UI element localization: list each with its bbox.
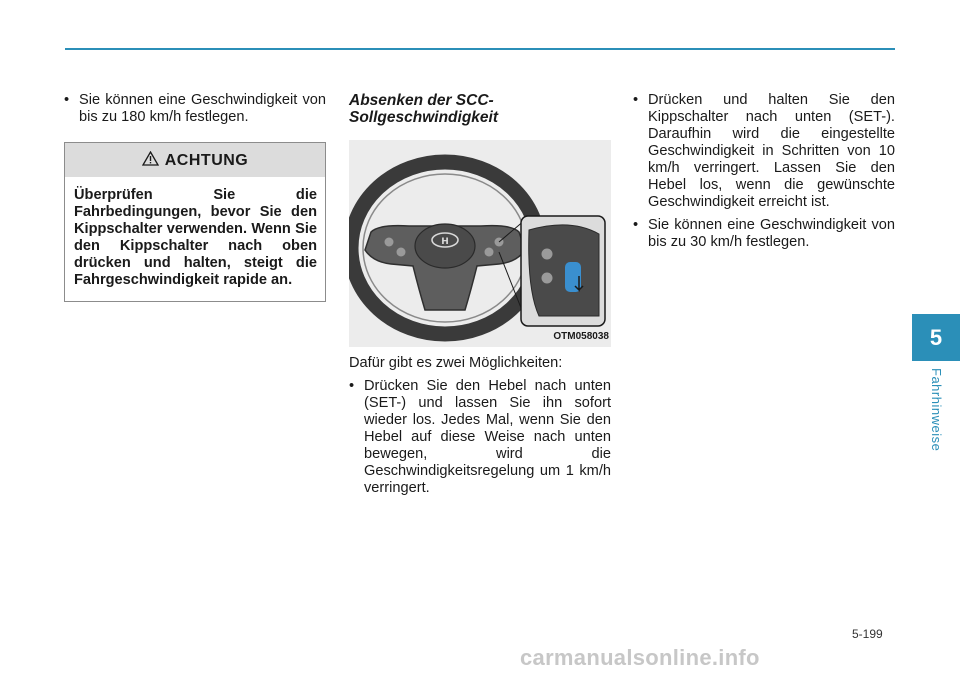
figure-code: OTM058038: [553, 331, 609, 342]
list-item: • Drücken Sie den Hebel nach unten (SET-) und lassen Sie ihn sofort wieder los. Jedes Mal, wenn Sie den Hebel auf diese Weise nach unten bewegen, wird die Geschwindigkeitsregelung um 1 km/h verringert.: [349, 378, 611, 497]
warning-triangle-icon: [142, 151, 159, 170]
warning-text: Überprüfen Sie die Fahrbedingungen, bevor Sie den Kippschalter verwenden. Wenn Sie den Kippschalter nach oben drücken und halten, steigt die Fahrgeschwindigkeit rapide an.: [74, 187, 317, 288]
warning-title: ACHTUNG: [164, 151, 249, 169]
watermark: carmanualsonline.info: [520, 645, 760, 670]
left-column: [64, 92, 326, 302]
steering-wheel-illustration: [349, 140, 611, 347]
top-rule: [65, 48, 895, 50]
list-item: • Drücken und halten Sie den Kippschalter nach unten (SET-). Daraufhin wird die eingestellte Geschwindigkeit in Schritten von 10 km/h verringert. Lassen Sie den Hebel los, wenn die gewünschte Geschwindigkeit erreicht ist.: [633, 92, 895, 211]
list-item: • Sie können eine Geschwindigkeit von bis zu 30 km/h festlegen.: [633, 217, 895, 251]
steering-wheel-figure: [349, 140, 611, 347]
list-item: • Sie können eine Geschwindigkeit von bis zu 180 km/h festlegen.: [64, 92, 326, 126]
intro-text: Dafür gibt es zwei Möglichkeiten:: [349, 355, 563, 371]
chapter-tab: 5: [912, 314, 960, 361]
chapter-label: Fahrhinweise: [929, 368, 944, 452]
warning-header: [65, 143, 325, 177]
right-column: [633, 92, 895, 257]
warning-box: [64, 142, 326, 302]
section-heading: Absenken der SCC-Sollgeschwindigkeit: [349, 92, 498, 126]
svg-text:H: H: [441, 237, 449, 247]
page-number: 5-199: [852, 627, 883, 641]
middle-column: [349, 92, 611, 503]
